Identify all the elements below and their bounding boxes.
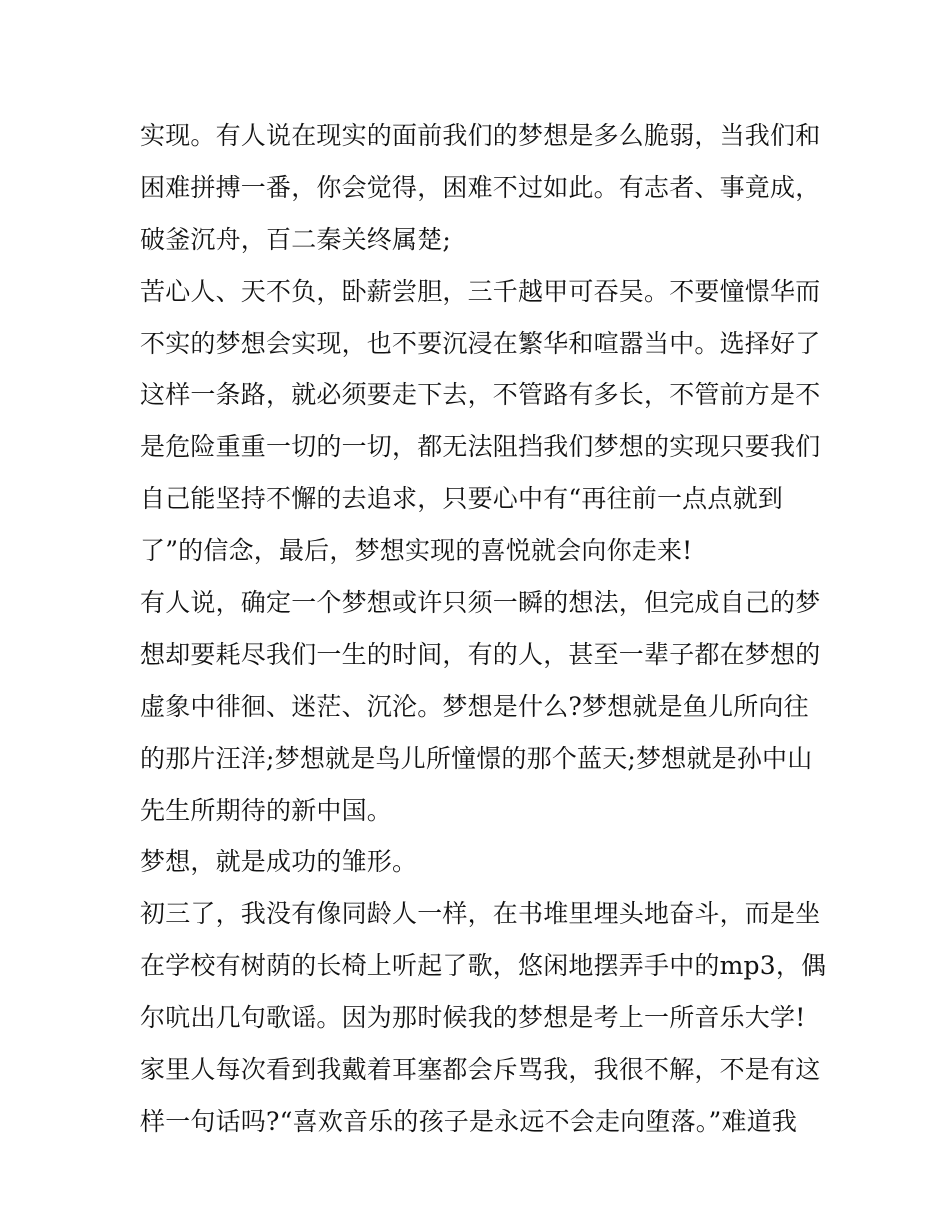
text-line: 在学校有树荫的长椅上听起了歌，悠闲地摆弄手中的mp3，偶: [140, 951, 827, 981]
text-line: 困难拼搏一番，你会觉得，困难不过如此。有志者、事竟成，: [140, 172, 821, 202]
text-line: 想却要耗尽我们一生的时间，有的人，甚至一辈子都在梦想的: [140, 639, 821, 669]
text-line: 破釜沉舟，百二秦关终属楚;: [140, 224, 452, 254]
text-line: 初三了，我没有像同龄人一样，在书堆里埋头地奋斗，而是坐: [140, 899, 821, 929]
text-line: 实现。有人说在现实的面前我们的梦想是多么脆弱，当我们和: [140, 121, 821, 150]
text-line: 虚象中徘徊、迷茫、沉沦。梦想是什么?梦想就是鱼儿所向往: [140, 691, 809, 721]
text-line: 这样一条路，就必须要走下去，不管路有多长，不管前方是不: [140, 380, 821, 410]
text-line: 的那片汪洋;梦想就是鸟儿所憧憬的那个蓝天;梦想就是孙中山: [140, 743, 813, 773]
body-text: [140, 110, 827, 1148]
text-line: 了”的信念，最后，梦想实现的喜悦就会向你走来!: [140, 536, 693, 566]
text-line: 有人说，确定一个梦想或许只须一瞬的想法，但完成自己的梦: [140, 588, 821, 618]
text-line: 不实的梦想会实现，也不要沉浸在繁华和喧嚣当中。选择好了: [140, 328, 821, 358]
text-line: 梦想，就是成功的雏形。: [140, 847, 418, 877]
text-line: 家里人每次看到我戴着耳塞都会斥骂我，我很不解，不是有这: [140, 1055, 821, 1085]
text-line: 尔吭出几句歌谣。因为那时候我的梦想是考上一所音乐大学!: [140, 1003, 806, 1033]
text-line: 样一句话吗?“喜欢音乐的孩子是永远不会走向堕落。”难道我: [140, 1106, 798, 1136]
text-line: 自己能坚持不懈的去追求，只要心中有“再往前一点点就到: [140, 484, 783, 514]
text-line: 先生所期待的新中国。: [140, 795, 393, 825]
text-line: 是危险重重一切的一切，都无法阻挡我们梦想的实现只要我们: [140, 432, 821, 462]
text-line: 苦心人、天不负，卧薪尝胆，三千越甲可吞吴。不要憧憬华而: [140, 276, 821, 306]
